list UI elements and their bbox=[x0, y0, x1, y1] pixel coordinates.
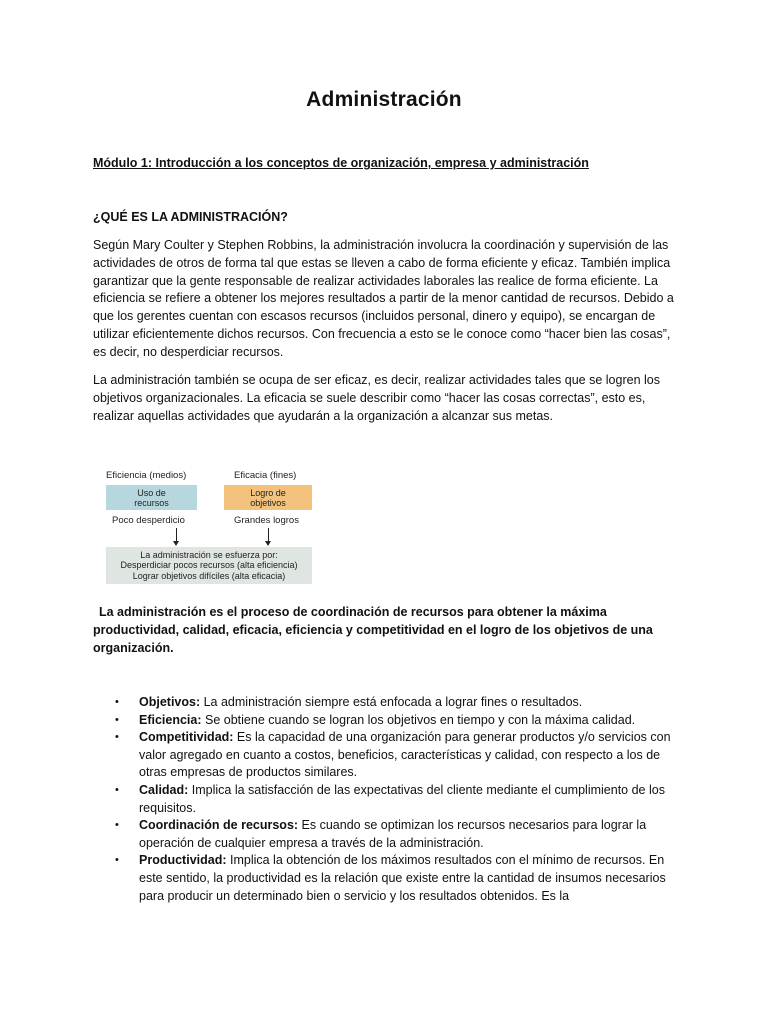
bullet-icon: • bbox=[115, 696, 119, 708]
bullet-icon: • bbox=[115, 783, 119, 796]
efficiency-efficacy-figure bbox=[106, 470, 314, 584]
figure-summary-box bbox=[106, 547, 312, 584]
bullet-icon: • bbox=[115, 819, 119, 832]
figure-right-box-text: Logro de objetivos bbox=[250, 487, 286, 508]
figure-left-box bbox=[106, 485, 197, 510]
list-item-term: Objetivos: bbox=[139, 695, 201, 709]
list-item-term: Competitividad: bbox=[139, 730, 234, 745]
list-item bbox=[93, 712, 683, 730]
list-item bbox=[93, 694, 683, 712]
list-item-text: La administración siempre está enfocada a lograr fines o resultados. bbox=[200, 695, 583, 709]
arrow-down-icon bbox=[176, 528, 177, 542]
list-item bbox=[93, 852, 683, 905]
figure-summary-line: Desperdiciar pocos recursos (alta eficiencia) bbox=[120, 560, 298, 571]
bullet-icon: • bbox=[115, 854, 119, 867]
list-item-text: Se obtiene cuando se logran los objetivos en tiempo y con la máxima calidad. bbox=[201, 712, 636, 727]
figure-right-box bbox=[224, 485, 312, 510]
list-item bbox=[93, 729, 683, 782]
figure-left-result: Poco desperdicio bbox=[112, 515, 185, 526]
bullet-icon: • bbox=[115, 713, 119, 726]
list-item-text: Implica la satisfacción de las expectativas del cliente mediante el cumplimiento de los requisitos. bbox=[139, 782, 665, 815]
page-title: Administración bbox=[306, 88, 462, 111]
summary-paragraph: La administración es el proceso de coordinación de recursos para obtener la máxima productividad, calidad, eficacia, eficiencia y competitividad en el logro de los objetivos de una organización. bbox=[93, 605, 653, 655]
definitions-list bbox=[93, 694, 683, 905]
list-item-term: Productividad: bbox=[139, 853, 227, 868]
list-item-text: Implica la obtención de los máximos resultados con el mínimo de recursos. En este sentido, la productividad es la relación que existe entre la cantidad de insumos necesarios para producir un determinado bien o servicio y los resultados obtenidos. Es la bbox=[139, 853, 666, 903]
list-item-term: Calidad: bbox=[139, 782, 189, 797]
list-item bbox=[93, 817, 683, 852]
module-heading: Módulo 1: Introducción a los conceptos de organización, empresa y administración bbox=[93, 156, 589, 170]
figure-right-label: Eficacia (fines) bbox=[234, 470, 297, 481]
figure-right-result: Grandes logros bbox=[234, 515, 299, 526]
paragraph-definition: Según Mary Coulter y Stephen Robbins, la administración involucra la coordinación y supervisión de las actividades de otros de forma tal que estas se lleven a cabo de forma eficiente y eficaz. También implica garantizar que la gente responsable de realizar actividades laborales las realice de forma eficiente. La eficiencia se refiere a obtener los mejores resultados a partir de la menor cantidad de recursos. Debido a que los gerentes cuentan con escasos recursos (incluidos personal, dinero y equipo), se encargan de utilizar eficientemente dichos recursos. Con frecuencia a esto se le conoce como “hacer bien las cosas”, es decir, no desperdiciar recursos. bbox=[93, 238, 674, 359]
list-item-text: Es cuando se optimizan los recursos necesarios para lograr la operación de cualquier empresa a través de la administración. bbox=[139, 818, 647, 850]
figure-left-box-text: Uso de recursos bbox=[134, 487, 169, 508]
arrow-down-icon bbox=[268, 528, 269, 542]
figure-summary-line: La administración se esfuerza por: bbox=[140, 549, 278, 560]
section-heading: ¿QUÉ ES LA ADMINISTRACIÓN? bbox=[93, 210, 288, 224]
figure-summary-line: Lograr objetivos difíciles (alta eficacia) bbox=[132, 570, 286, 581]
figure-left-label: Eficiencia (medios) bbox=[106, 470, 187, 481]
list-item-text: Es la capacidad de una organización para generar productos y/o servicios con valor agregado en cuanto a costos, beneficios, características y calidad, con respecto a los de otras empresas de productos similares. bbox=[139, 730, 671, 780]
list-item-term: Eficiencia: bbox=[139, 712, 202, 727]
list-item-term: Coordinación de recursos: bbox=[139, 818, 299, 833]
list-item bbox=[93, 782, 683, 817]
paragraph-eficacia: La administración también se ocupa de ser eficaz, es decir, realizar actividades tales que se logren los objetivos organizacionales. La eficacia se suele describir como “hacer las cosas correctas”, esto es, realizar aquellas actividades que ayudarán a la organización a alcanzar sus metas. bbox=[93, 373, 660, 423]
bullet-icon: • bbox=[115, 731, 119, 744]
